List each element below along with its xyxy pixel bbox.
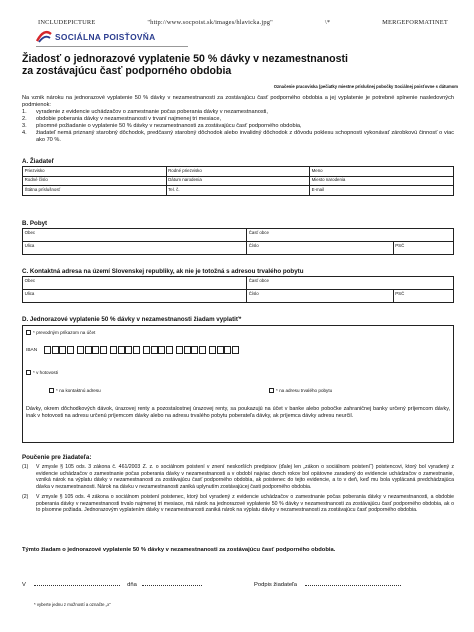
birth-surname-field[interactable]: Rodné priezvisko [166, 167, 310, 177]
contact-number-field[interactable]: Číslo [247, 290, 394, 303]
contact-municipality-field[interactable]: Obec [23, 277, 247, 290]
iban-digit-box[interactable] [158, 346, 165, 354]
condition-number: 1. [22, 109, 27, 115]
instruction-item [22, 494, 454, 514]
residence-postcode-field[interactable]: PSČ [393, 242, 453, 255]
signature-label: Podpis žiadateľa [254, 582, 297, 588]
iban-digit-box[interactable] [110, 346, 117, 354]
cash-label: * v hotovosti [33, 370, 59, 375]
permanent-address-checkbox[interactable] [269, 388, 274, 393]
condition-item [22, 116, 454, 123]
logo [36, 30, 155, 43]
title-line-1: Žiadosť o jednorazové vyplatenie 50 % dávky v nezamestnanosti [22, 53, 348, 65]
condition-number: 2. [22, 116, 27, 122]
section-c-title: C. Kontaktná adresa na území Slovenskej republiky, ak nie je totožná s adresou trvalého pobytu [22, 268, 304, 275]
place-input[interactable] [34, 585, 120, 586]
iban-digit-box[interactable] [143, 346, 150, 354]
condition-item [22, 123, 454, 130]
iban-digit-box[interactable] [184, 346, 191, 354]
residence-table [22, 228, 454, 255]
permanent-address-option[interactable] [269, 388, 332, 393]
logo-text: SOCIÁLNA POISŤOVŇA [55, 31, 156, 42]
iban-digit-box[interactable] [151, 346, 158, 354]
instruction-text: V zmysle § 105 ods. 4 zákona o sociálnom poistení poistenec, ktorý bol vyradený z evidencie uchádzačov o zamestnanie počas poberania dávky v nezamestnanosti, a obdobie poberania dávky v nezamestnanosti trvalo najmenej tri mesiace, má nárok na jednorazové vyplatenie 50 % dávky v nezamestnanosti za zostávajúcu časť podporného obdobia, ak o to písomne požiada. Jednorazovým vyplatením dávky v nezamestnanosti zaniká nárok na výplatu dávky v nezamestnanosti za zostávajúcu časť podporného obdobia. [36, 493, 454, 514]
iban-digit-box[interactable] [44, 346, 51, 354]
iban-input[interactable] [44, 346, 239, 354]
header-includepicture: INCLUDEPICTURE [38, 19, 96, 26]
place-label: V [22, 582, 26, 588]
cash-checkbox[interactable] [26, 370, 31, 375]
first-name-field[interactable]: Meno [310, 167, 454, 177]
iban-digit-box[interactable] [166, 346, 173, 354]
email-field[interactable]: E-mail [310, 186, 454, 196]
condition-text: písomné požiadanie o vyplatenie 50 % dávky v nezamestnanosti za zostávajúcu časť podporného obdobia, [36, 123, 302, 129]
transfer-option[interactable] [26, 330, 95, 335]
iban-digit-box[interactable] [118, 346, 125, 354]
iban-row [26, 346, 239, 354]
birth-place-field[interactable]: Miesto narodenia [310, 176, 454, 186]
iban-digit-box[interactable] [59, 346, 66, 354]
residence-municipality-field[interactable]: Obec [23, 229, 247, 242]
condition-number: 4. [22, 130, 27, 136]
instruction-number: (2) [22, 493, 29, 500]
iban-digit-box[interactable] [67, 346, 74, 354]
citizenship-field[interactable]: Štátna príslušnosť [23, 186, 167, 196]
contact-postcode-field[interactable]: PSČ [393, 290, 453, 303]
residence-number-field[interactable]: Číslo [247, 242, 394, 255]
section-b-title: B. Pobyt [22, 220, 48, 227]
header-mergeformat: MERGEFORMATINET [382, 19, 448, 26]
cash-option[interactable] [26, 370, 58, 375]
transfer-label: * prevodným príkazom na účet [33, 330, 96, 335]
conditions-list [22, 109, 454, 144]
contact-address-table [22, 276, 454, 303]
iban-digit-box[interactable] [191, 346, 198, 354]
surname-field[interactable]: Priezvisko [23, 167, 167, 177]
iban-label: IBAN [26, 347, 38, 353]
condition-item [22, 130, 454, 144]
iban-digit-box[interactable] [176, 346, 183, 354]
birth-date-field[interactable]: Dátum narodenia [166, 176, 310, 186]
contact-street-field[interactable]: Ulica [23, 290, 247, 303]
iban-digit-box[interactable] [125, 346, 132, 354]
permanent-address-label: * na adresu trvalého pobytu [276, 388, 333, 393]
contact-district-field[interactable]: Časť obce [247, 277, 454, 290]
iban-digit-box[interactable] [232, 346, 239, 354]
instruction-number: (1) [22, 464, 29, 470]
iban-digit-box[interactable] [133, 346, 140, 354]
iban-digit-box[interactable] [85, 346, 92, 354]
applicant-table [22, 166, 454, 196]
condition-text: obdobie poberania dávky v nezamestnanosti v trvaní najmenej tri mesiace, [36, 116, 222, 122]
phone-field[interactable]: Tel. č. [166, 186, 310, 196]
header-divider [36, 46, 188, 47]
header-field-line [38, 19, 448, 26]
iban-digit-box[interactable] [100, 346, 107, 354]
iban-digit-box[interactable] [52, 346, 59, 354]
header-switch: \* [324, 19, 331, 26]
iban-digit-box[interactable] [199, 346, 206, 354]
date-label: dňa [127, 582, 137, 588]
payment-note: Dávky, okrem dôchodkových dávok, úrazovej renty a pozostalostnej úrazovej renty, sa poukazujú na účet v banke alebo pobočke zahraničnej banky určený príjemcom dávky, inak v hotovosti na adresu určenú príjemcom dávky alebo na adresu trvalého pobytu poberateľa dávky, ak príjemca dávky adresu neurčil. [26, 406, 450, 419]
logo-icon [36, 30, 52, 43]
page-title [22, 53, 452, 77]
instructions-list [22, 464, 454, 517]
residence-street-field[interactable]: Ulica [23, 242, 247, 255]
condition-item [22, 109, 454, 116]
payment-method-box [22, 325, 454, 443]
instruction-text: V zmysle § 105 ods. 3 zákona č. 461/2003 Z. z. o sociálnom poistení v znení neskorších predpisov (ďalej len „zákon o sociálnom poistení“) poistencovi, ktorý bol vyradený z evidencie uchádzačov o zamestnanie počas poberania dávky v nezamestnanosti a v období najviac dvoch rokov bol opätovne zaradený do evidencie uchádzačov o zamestnanie, vzniká nárok na výplatu dávky v nezamestnanosti za zostávajúcu časť podporného obdobia, ak poistenec do tejto evidencie, a to v deň, keď mu bola vyplácaná predchádzajúca dávka v nezamestnanosti. Nárok na dávku v nezamestnanosti zaniká uplynutím zostávajúcej časti podporného obdobia. [36, 464, 454, 491]
header-image-path: "http://www.socpoist.sk/images/hlavicka.jpg" [147, 19, 273, 26]
condition-number: 3. [22, 123, 27, 129]
declaration: Týmto žiadam o jednorazové vyplatenie 50 % dávky v nezamestnanosti za zostávajúcu časť podporného obdobia. [22, 547, 336, 553]
contact-address-checkbox[interactable] [49, 388, 54, 393]
iban-digit-box[interactable] [92, 346, 99, 354]
intro-text [22, 95, 454, 144]
instructions-title: Poučenie pre žiadateľa: [22, 454, 92, 461]
condition-text: žiadateľ nemá priznaný starobný dôchodok, predčasný starobný dôchodok alebo invalidný dôchodok z dôvodu poklesu schopnosti vykonávať zárobkovú činnosť o viac ako 70 %. [36, 130, 454, 143]
intro-paragraph: Na vznik nároku na jednorazové vyplatenie 50 % dávky v nezamestnanosti za zostávajúcu časť podporného obdobia a jej vyplatenie je potrebné splnenie nasledovných podmienok: [22, 95, 454, 108]
footnote: * vyberte jednu z možností a označte „x“ [34, 602, 111, 607]
iban-digit-box[interactable] [77, 346, 84, 354]
transfer-checkbox[interactable] [26, 330, 31, 335]
iban-digit-box[interactable] [224, 346, 231, 354]
date-input[interactable] [142, 585, 202, 586]
contact-address-label: * na kontaktnú adresu [56, 388, 101, 393]
office-stamp-note: Označenie pracoviska (pečiatky miestne príslušnej pobočky Sociálnej poisťovne s dátumom [273, 84, 458, 89]
signature-input[interactable] [305, 585, 401, 586]
condition-text: vyradenie z evidencie uchádzačov o zamestnanie počas poberania dávky v nezamestnanosti, [36, 109, 268, 115]
birth-number-field[interactable]: Rodné číslo [23, 176, 167, 186]
contact-address-option[interactable] [49, 388, 101, 393]
residence-district-field[interactable]: Časť obce [247, 229, 454, 242]
iban-digit-box[interactable] [209, 346, 216, 354]
signature-row [22, 582, 454, 588]
iban-digit-box[interactable] [217, 346, 224, 354]
instruction-item [22, 464, 454, 491]
section-d-title: D. Jednorazové vyplatenie 50 % dávky v nezamestnanosti žiadam vyplatiť* [22, 316, 242, 323]
section-a-title: A. Žiadateľ [22, 158, 54, 165]
title-line-2: za zostávajúcu časť podporného obdobia [22, 65, 232, 77]
